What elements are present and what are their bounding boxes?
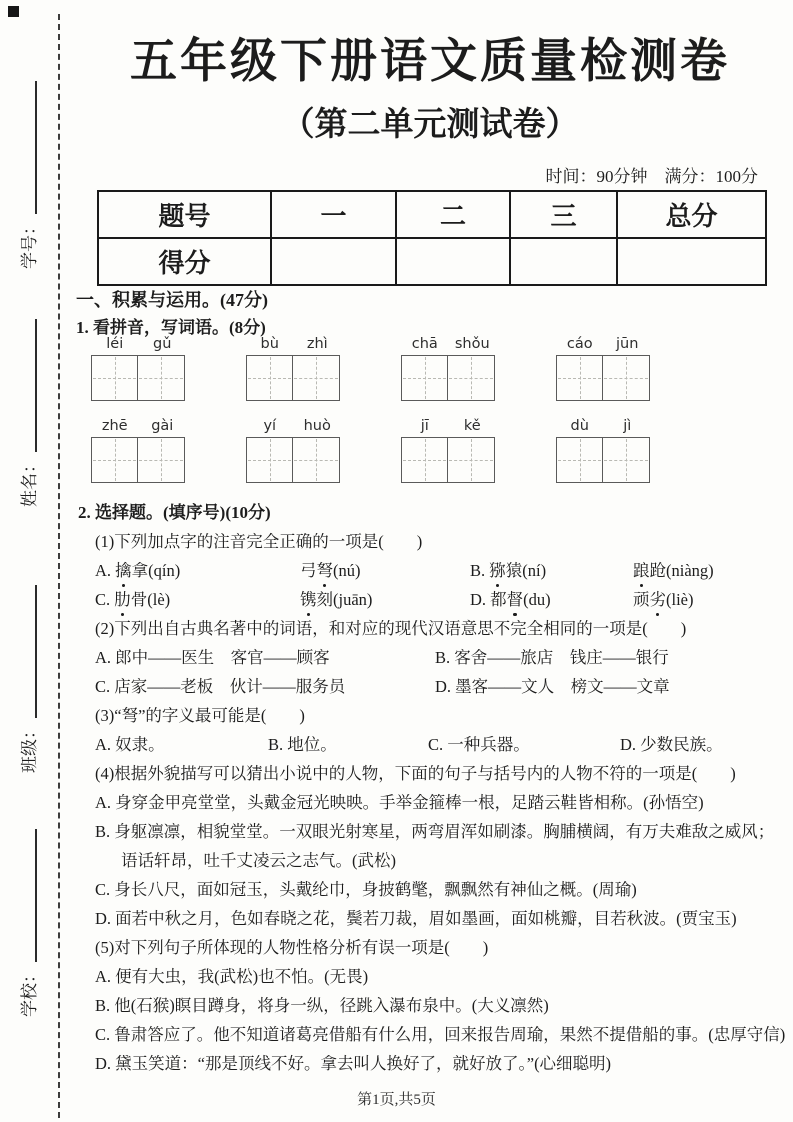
pinyin-group-duji	[556, 418, 651, 483]
option-C: C. 店家——老板 伙计——服务员	[95, 677, 346, 696]
option-text: C.	[95, 590, 115, 609]
writing-box	[91, 437, 185, 483]
student-id-blank[interactable]	[35, 81, 37, 214]
q2-4-option-C: C. 身长八尺，面如冠玉，头戴纶巾，身披鹤氅，飘飘然有神仙之概。(周瑜)	[95, 880, 637, 899]
q2-4-option-A: A. 身穿金甲亮堂堂，头戴金冠光映映。手举金箍棒一根，足踏云鞋皆相称。(孙悟空)	[95, 793, 704, 812]
pinyin-group-yihuo	[246, 418, 341, 483]
option-text: (du)	[523, 590, 551, 609]
q2-2-options-row2	[78, 672, 790, 701]
name-label: 姓名：	[20, 456, 39, 507]
option-text: (liè)	[666, 590, 694, 609]
score-cell-part3[interactable]	[510, 238, 617, 285]
option-C2	[300, 585, 470, 614]
option-text: 顽	[633, 590, 650, 609]
dotted-char: 踉	[633, 556, 650, 585]
q2-5-stem: (5)对下列句子所体现的人物性格分析有误一项是( )	[95, 938, 489, 957]
page-number: 第1页,共5页	[357, 1092, 436, 1108]
pinyin-syllable: gài	[151, 418, 174, 434]
q2-1-options-row2	[78, 585, 790, 614]
option-B2	[633, 556, 714, 585]
score-header-part2: 二	[396, 191, 510, 238]
margin-field-class	[17, 583, 41, 773]
school-label: 学校：	[20, 966, 39, 1017]
option-A	[95, 556, 300, 585]
option-text: D. 都	[470, 590, 507, 609]
pinyin-labels	[91, 336, 186, 355]
option-C: C. 一种兵器。	[428, 735, 530, 754]
pinyin-syllable: zhì	[306, 336, 328, 352]
q2-3-options-row	[78, 730, 790, 759]
q2-1-stem: (1)下列加点字的注音完全正确的一项是( )	[95, 532, 423, 551]
section1-title: 一、积累与运用。(47分)	[76, 290, 268, 310]
pinyin-syllable: jūn	[616, 336, 639, 352]
writing-cell[interactable]	[557, 438, 602, 482]
pinyin-labels	[556, 418, 651, 437]
writing-box	[246, 437, 340, 483]
option-D: D. 少数民族。	[620, 735, 723, 754]
pinyin-labels	[246, 418, 341, 437]
writing-cell[interactable]	[557, 356, 602, 400]
question2-block	[78, 498, 790, 1078]
margin-field-student-id	[17, 79, 41, 269]
paper-subtitle: （第二单元测试卷）	[281, 107, 579, 143]
writing-box	[246, 355, 340, 401]
binding-dashed-line	[58, 14, 60, 1118]
pinyin-syllable: yí	[263, 418, 277, 434]
pinyin-group-leigu	[91, 336, 186, 401]
option-A: A. 奴隶。	[95, 735, 165, 754]
name-blank[interactable]	[35, 319, 37, 452]
question1-title: 1. 看拼音，写词语。(8分)	[76, 318, 266, 337]
pinyin-syllable: gǔ	[153, 336, 172, 352]
dotted-char: 猕	[489, 556, 506, 585]
pinyin-syllable: zhē	[101, 418, 128, 434]
writing-box	[556, 355, 650, 401]
q2-4-option-B: B. 身躯凛凛，相貌堂堂。一双眼光射寒星，两弯眉浑如刷漆。胸脯横阔，有万夫难敌之威风；语话轩昂，吐千丈凌云之志气。(武松)	[95, 822, 775, 870]
score-table	[97, 190, 767, 286]
score-row-label: 得分	[98, 238, 271, 285]
corner-print-mark	[8, 6, 19, 17]
writing-cell[interactable]	[447, 356, 493, 400]
paper-title: 五年级下册语文质量检测卷	[130, 36, 730, 88]
q2-4-stem: (4)根据外貌描写可以猜出小说中的人物，下面的句子与括号内的人物不符的一项是( )	[95, 764, 736, 783]
time-score-info: 时间：90分钟 满分：100分	[545, 167, 758, 186]
dotted-char: 镌	[300, 585, 317, 614]
pinyin-labels	[246, 336, 341, 355]
q2-5-option-B: B. 他(石猴)瞑目蹲身，将身一纵，径跳入瀑布泉中。(大义凛然)	[95, 996, 549, 1015]
school-blank[interactable]	[35, 829, 37, 962]
option-B: B. 地位。	[268, 735, 337, 754]
dotted-char: 劣	[650, 585, 667, 614]
q2-2-stem: (2)下列出自古典名著中的词语，和对应的现代汉语意思不完全相同的一项是( )	[95, 619, 687, 638]
pinyin-syllable: jī	[420, 418, 429, 434]
pinyin-syllable: cáo	[566, 336, 593, 352]
writing-box	[556, 437, 650, 483]
option-text: A.	[95, 561, 116, 580]
score-cell-part1[interactable]	[271, 238, 396, 285]
pinyin-group-caojun	[556, 336, 651, 401]
option-text: 骨(lè)	[130, 590, 171, 609]
score-header-part3: 三	[510, 191, 617, 238]
pinyin-group-zhegai	[91, 418, 186, 483]
pinyin-row-1	[91, 336, 651, 401]
pinyin-syllable: jì	[623, 418, 632, 434]
writing-cell[interactable]	[137, 356, 183, 400]
margin-field-school	[17, 827, 41, 1017]
dotted-char: 擒	[115, 556, 132, 585]
option-text: 跄(niàng)	[649, 561, 714, 580]
pinyin-syllable: huò	[303, 418, 331, 434]
q2-5-option-C: C. 鲁肃答应了。他不知道诸葛亮借船有什么用，回来报告周瑜，果然不提借船的事。(忠厚守信)	[95, 1025, 786, 1044]
option-text: 刻(juān)	[316, 590, 373, 609]
pinyin-row-2	[91, 418, 651, 483]
writing-cell[interactable]	[247, 356, 292, 400]
writing-box	[401, 437, 495, 483]
writing-cell[interactable]	[292, 438, 338, 482]
question2-title: 2. 选择题。(填序号)(10分)	[78, 503, 271, 522]
pinyin-syllable: chā	[411, 336, 438, 352]
score-header-tihao: 题号	[98, 191, 271, 238]
writing-cell[interactable]	[137, 438, 183, 482]
writing-cell[interactable]	[292, 356, 338, 400]
score-header-total: 总分	[617, 191, 766, 238]
score-cell-total[interactable]	[617, 238, 766, 285]
pinyin-labels	[556, 336, 651, 355]
score-table-header-row	[98, 191, 766, 238]
writing-cell[interactable]	[247, 438, 292, 482]
pinyin-group-jike	[401, 418, 496, 483]
writing-cell[interactable]	[92, 438, 137, 482]
score-cell-part2[interactable]	[396, 238, 510, 285]
dotted-char: 肋	[114, 585, 131, 614]
option-text: 拿(qín)	[131, 561, 181, 580]
pinyin-labels	[91, 418, 186, 437]
option-D2	[633, 585, 693, 614]
q2-5-option-D: D. 黛玉笑道：“那是顶线不好。拿去叫人换好了，就好放了。”(心细聪明)	[95, 1054, 612, 1073]
writing-cell[interactable]	[402, 438, 447, 482]
dotted-char: 督	[507, 585, 524, 614]
q2-5-option-A: A. 便有大虫，我(武松)也不怕。(无畏)	[95, 967, 369, 986]
pinyin-syllable: shǒu	[454, 336, 490, 352]
option-A: A. 郎中——医生 客官——顾客	[95, 648, 330, 667]
pinyin-labels	[401, 418, 496, 437]
option-D: D. 墨客——文人 榜文——文章	[435, 677, 670, 696]
option-D	[470, 585, 633, 614]
dotted-char: 弩	[317, 556, 334, 585]
option-text: B.	[470, 561, 490, 580]
score-header-part1: 一	[271, 191, 396, 238]
student-id-label: 学号：	[20, 218, 39, 269]
option-B: B. 客舍——旅店 钱庄——银行	[435, 648, 669, 667]
writing-cell[interactable]	[402, 356, 447, 400]
class-label: 班级：	[20, 722, 39, 773]
pinyin-group-buzhi	[246, 336, 341, 401]
option-text: (nú)	[333, 561, 361, 580]
pinyin-group-chashou	[401, 336, 496, 401]
option-B	[470, 556, 633, 585]
pinyin-syllable: léi	[106, 336, 124, 352]
writing-box	[401, 355, 495, 401]
pinyin-syllable: dù	[570, 418, 589, 434]
writing-cell[interactable]	[602, 356, 648, 400]
option-text: 弓	[300, 561, 317, 580]
writing-cell[interactable]	[447, 438, 493, 482]
q2-1-options-row1	[78, 556, 790, 585]
pinyin-labels	[401, 336, 496, 355]
class-blank[interactable]	[35, 585, 37, 718]
q2-4-option-D: D. 面若中秋之月，色如春晓之花，鬓若刀裁，眉如墨画，面如桃瓣，目若秋波。(贾宝玉)	[95, 909, 737, 928]
q2-3-stem: (3)“弩”的字义最可能是( )	[95, 706, 305, 725]
option-A2	[300, 556, 470, 585]
q2-2-options-row1	[78, 643, 790, 672]
option-C	[95, 585, 300, 614]
writing-box	[91, 355, 185, 401]
writing-cell[interactable]	[602, 438, 648, 482]
pinyin-syllable: kě	[463, 418, 481, 434]
option-text: 猿(ní)	[505, 561, 547, 580]
writing-cell[interactable]	[92, 356, 137, 400]
score-table-score-row	[98, 238, 766, 285]
pinyin-syllable: bù	[260, 336, 279, 352]
margin-field-name	[17, 317, 41, 507]
